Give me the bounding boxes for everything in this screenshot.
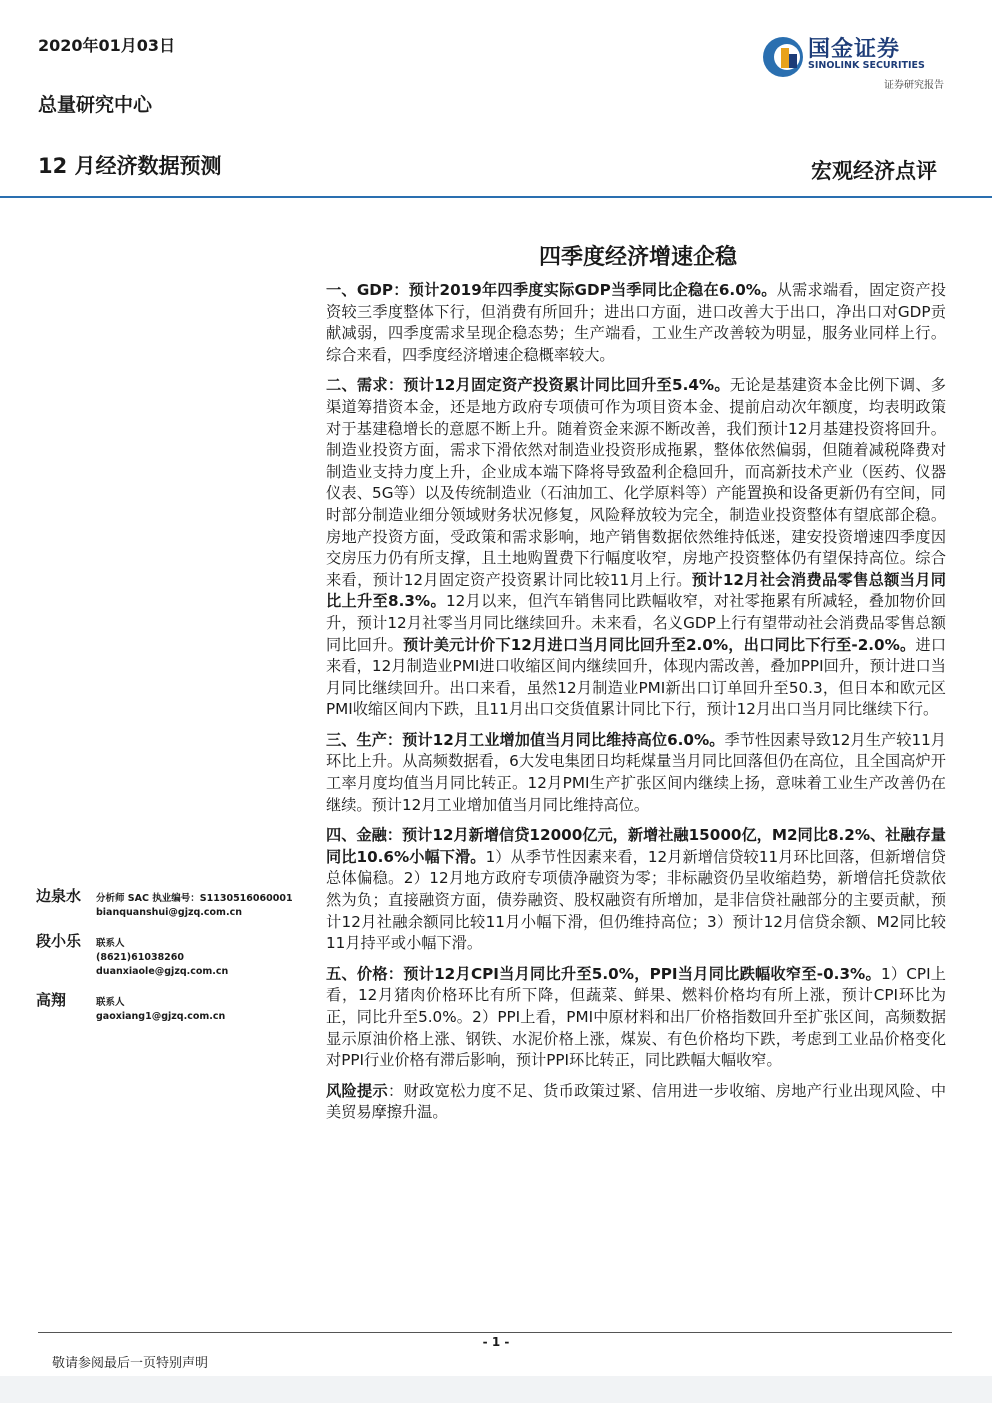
paragraph-prices xyxy=(326,964,946,1072)
paragraph-lead-retail: 预计12月社会消费品零售总额当月同比上升至8.3%。 xyxy=(326,570,946,611)
footer-divider xyxy=(38,1332,952,1333)
analyst-email[interactable]: gaoxiang1@gjzq.com.cn xyxy=(96,1011,226,1022)
paragraph-body: 1）CPI上看，12月猪肉价格环比有所下降，但蔬菜、鲜果、燃料价格均有所上涨，预计CPI环比为正，同比升至5.0%。2）PPI上看，PMI中原材料和出厂价格指数回升至扩张区间，高频数据显示原油价格上涨、钢铁、水泥价格上涨，煤炭、有色价格均下跌，考虑到工业品价格变化对PPI行业价格有滞后影响，预计PPI环比转正，同比跌幅大幅收窄。 xyxy=(326,964,946,1070)
paragraph-lead: 三、生产：预计12月工业增加值当月同比维持高位6.0%。 xyxy=(326,730,725,749)
analyst-email[interactable]: bianquanshui@gjzq.com.cn xyxy=(96,907,242,918)
paragraph-lead-trade: 预计美元计价下12月进口当月同比回升至2.0%，出口同比下行至-2.0%。 xyxy=(402,635,916,654)
bottom-margin-band xyxy=(0,1376,992,1403)
paragraph-body: 无论是基建资本金比例下调、多渠道筹措资本金，还是地方政府专项债可作为项目资本金、提前启动次年额度，均表明政策对于基建稳增长的意愿不断上升。随着资金来源不断改善，我们预计12月基建投资将回升。制造业投资方面，需求下滑依然对制造业投资形成拖累，整体依然偏弱，但随着减税降费对制造业支持力度上升，企业成本端下降将导致盈利企稳回升，而高新技术产业（医药、仪器仪表、5G等）以及传统制造业（石油加工、化学原料等）产能置换和设备更新仍有空间，同时部分制造业细分领域财务状况修复，风险释放较为完全，制造业投资整体有望底部企稳。房地产投资方面，受政策和需求影响，地产销售数据依然维持低迷，建安投资增速四季度因交房压力仍有所支撑，且土地购置费下行幅度收窄，房地产投资整体仍有望保持高位。综合来看，预计12月固定资产投资累计同比较11月上行。 xyxy=(326,376,946,589)
department-name: 总量研究中心 xyxy=(38,94,153,116)
paragraph-body-trade: 进口来看，12月制造业PMI进口收缩区间内继续回升，体现内需改善，叠加PPI回升，预计进口当月同比继续回升。出口来看，虽然12月制造业PMI新出口订单回升至50.3，但日本和欧元区PMI收缩区间内下跌，且11月出口交货值累计同比下行，预计12月出口当月同比继续下行。 xyxy=(326,635,947,719)
analyst-list xyxy=(36,885,306,1034)
paragraph-lead: 五、价格：预计12月CPI当月同比升至5.0%，PPI当月同比跌幅收窄至-0.3%。 xyxy=(326,964,881,983)
risk-warning xyxy=(326,1081,946,1124)
analyst-phone: (8621)61038260 xyxy=(96,952,185,963)
paragraph-lead: 二、需求：预计12月固定资产投资累计同比回升至5.4%。 xyxy=(326,376,730,395)
paragraph-body: 1）从季节性因素来看，12月新增信贷较11月环比回落，但新增信贷总体偏稳。2）12月地方政府专项债净融资为零；非标融资仍呈收缩趋势，新增信托贷款依然为负；直接融资方面，债券融资、股权融资有所增加，是非信贷社融部分的主要贡献，预计12月社融余额同比较11月小幅下滑，但仍维持高位；3）预计12月信贷余额、M2同比较11月持平或小幅下滑。 xyxy=(326,847,946,953)
risk-label: 风险提示 xyxy=(326,1081,389,1100)
report-date: 2020年01月03日 xyxy=(38,36,176,55)
logo-text-cn: 国金证券 xyxy=(808,37,901,62)
page-number: - 1 - xyxy=(482,1335,510,1349)
paragraph-gdp xyxy=(326,280,946,366)
report-title: 12 月经济数据预测 xyxy=(38,154,222,178)
report-type: 宏观经济点评 xyxy=(811,159,937,183)
analyst-name: 边泉水 xyxy=(36,887,82,905)
analyst-entry xyxy=(36,885,306,920)
header-divider xyxy=(0,196,992,198)
paragraph-lead: 一、GDP：预计2019年四季度实际GDP当季同比企稳在6.0%。 xyxy=(326,281,777,299)
risk-text: ：财政宽松力度不足、货币政策过紧、信用进一步收缩、房地产行业出现风险、中美贸易摩擦升温。 xyxy=(326,1081,947,1122)
paragraph-lead: 四、金融：预计12月新增信贷12000亿元，新增社融15000亿，M2同比8.2%、社融存量同比10.6%小幅下滑。 xyxy=(326,826,946,866)
disclaimer-note: 敬请参阅最后一页特别声明 xyxy=(52,1356,209,1371)
analyst-role: 联系人 xyxy=(96,938,125,949)
logo-subtitle: 证券研究报告 xyxy=(884,80,944,91)
analyst-role: 联系人 xyxy=(96,997,125,1008)
main-heading: 四季度经济增速企稳 xyxy=(538,245,737,270)
report-body xyxy=(326,280,946,1133)
paragraph-body-retail: 12月以来，但汽车销售同比跌幅收窄，对社零拖累有所减轻，叠加物价回升，预计12月社零当月同比继续回升。未来看，名义GDP上行有望带动社会消费品零售总额同比回升。 xyxy=(326,592,947,654)
paragraph-finance xyxy=(326,825,946,955)
paragraph-production xyxy=(326,730,946,816)
logo-text-en: SINOLINK SECURITIES xyxy=(808,60,925,71)
analyst-entry xyxy=(36,989,306,1024)
paragraph-body: 从需求端看，固定资产投资较三季度整体下行，但消费有所回升；进出口方面，进口改善大于出口，净出口对GDP贡献减弱，四季度需求呈现企稳态势；生产端看，工业生产改善较为明显，服务业同样上行。综合来看，四季度经济增速企稳概率较大。 xyxy=(326,281,946,364)
analyst-email[interactable]: duanxiaole@gjzq.com.cn xyxy=(96,966,229,977)
paragraph-demand xyxy=(326,375,946,721)
analyst-name: 高翔 xyxy=(36,991,67,1009)
analyst-role: 分析师 SAC 执业编号：S1130516060001 xyxy=(96,893,293,904)
analyst-name: 段小乐 xyxy=(36,932,82,950)
paragraph-body: 季节性因素导致12月生产较11月环比上升。从高频数据看，6大发电集团日均耗煤量当月同比回落但仍在高位，且全国高炉开工率月度均值当月同比转正。12月PMI生产扩张区间内继续上扬，意味着工业生产改善仍在继续。预计12月工业增加值当月同比维持高位。 xyxy=(326,730,946,814)
analyst-entry xyxy=(36,930,306,979)
